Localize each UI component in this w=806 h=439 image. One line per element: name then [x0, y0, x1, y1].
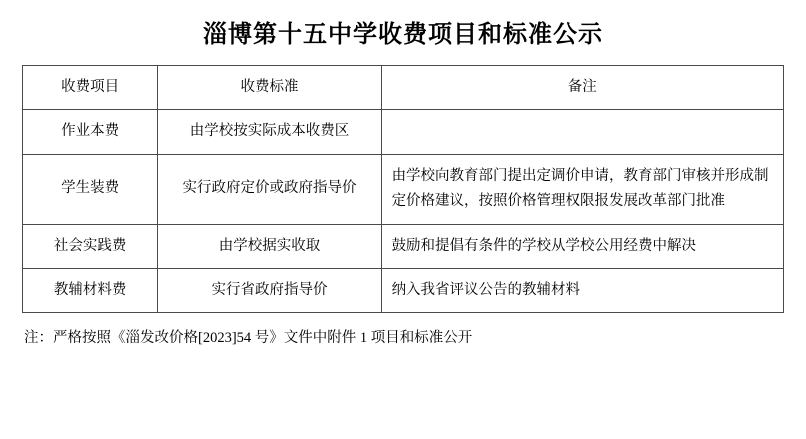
cell-note: 由学校向教育部门提出定调价申请，教育部门审核并形成制定价格建议，按照价格管理权限报发展改革部门批准: [381, 154, 783, 224]
document-page: [0, 14, 806, 439]
column-header-item: 收费项目: [23, 66, 158, 110]
cell-item: 社会实践费: [23, 224, 158, 268]
footnote: 注：严格按照《淄发改价格[2023]54 号》文件中附件 1 项目和标准公开: [24, 330, 473, 347]
cell-standard: 由学校据实收取: [158, 224, 381, 268]
table-row: [23, 268, 784, 312]
cell-note: 鼓励和提倡有条件的学校从学校公用经费中解决: [381, 224, 783, 268]
fee-table-container: [0, 65, 806, 313]
cell-standard: 实行省政府指导价: [158, 268, 381, 312]
page-title: 淄博第十五中学收费项目和标准公示: [203, 22, 603, 48]
fee-table: [22, 65, 784, 313]
cell-item: 学生装费: [23, 154, 158, 224]
column-header-standard: 收费标准: [158, 66, 381, 110]
table-row: [23, 154, 784, 224]
cell-item: 教辅材料费: [23, 268, 158, 312]
cell-standard: 由学校按实际成本收费区: [158, 110, 381, 154]
table-row: [23, 224, 784, 268]
cell-note: [381, 110, 783, 154]
cell-note: 纳入我省评议公告的教辅材料: [381, 268, 783, 312]
table-row: [23, 110, 784, 154]
cell-item: 作业本费: [23, 110, 158, 154]
column-header-note: 备注: [381, 66, 783, 110]
table-header-row: [23, 66, 784, 110]
cell-standard: 实行政府定价或政府指导价: [158, 154, 381, 224]
